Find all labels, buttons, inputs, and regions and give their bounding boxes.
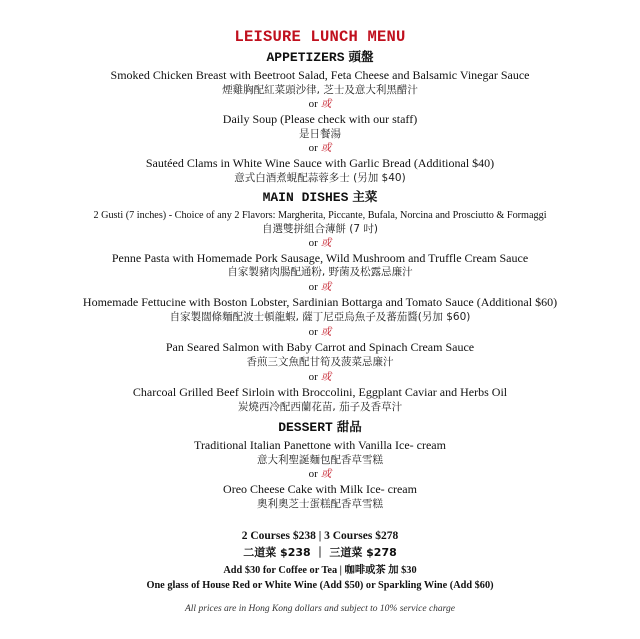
- main-5-cn: 炭燒西冷配西蘭花苗, 茄子及香草汁: [237, 401, 403, 413]
- or-cn: 或: [320, 281, 332, 293]
- appetizers-heading: [0, 49, 640, 66]
- appetizers-heading-en: APPETIZERS: [266, 50, 345, 65]
- dessert-1-en: Traditional Italian Panettone with Vanilla Ice- cream: [194, 438, 446, 452]
- or-en: or: [308, 326, 318, 338]
- mains-heading-cn: 主菜: [352, 189, 378, 204]
- or-separator: [0, 280, 640, 294]
- appetizer-2-en: Daily Soup (Please check with our staff): [222, 112, 418, 126]
- course-prices-cn: 二道菜 $238 ｜ 三道菜 $278: [243, 546, 397, 559]
- main-3-en: Homemade Fettucine with Boston Lobster, Sardinian Bottarga and Tomato Sauce (Additional $60): [82, 295, 558, 309]
- or-en: or: [308, 468, 318, 480]
- coffee-tea-addon: Add $30 for Coffee or Tea | 咖啡或茶 加 $30: [223, 565, 417, 576]
- or-separator: [0, 467, 640, 481]
- or-en: or: [308, 371, 318, 383]
- or-separator: [0, 370, 640, 384]
- dessert-heading-en: DESSERT: [278, 420, 333, 435]
- or-cn: 或: [320, 468, 332, 480]
- course-prices-en: 2 Courses $238 | 3 Courses $278: [241, 530, 399, 542]
- main-2-cn: 自家製豬肉腸配通粉, 野菌及松露忌廉汁: [227, 266, 413, 278]
- service-charge-note: All prices are in Hong Kong dollars and subject to 10% service charge: [184, 604, 455, 614]
- or-en: or: [308, 237, 318, 249]
- or-separator: [0, 97, 640, 111]
- or-cn: 或: [320, 237, 332, 249]
- or-cn: 或: [320, 371, 332, 383]
- dessert-2-en: Oreo Cheese Cake with Milk Ice- cream: [223, 482, 417, 496]
- or-en: or: [308, 98, 318, 110]
- dessert-1-cn: 意大利聖誕麵包配香草雪糕: [257, 454, 383, 466]
- main-3-cn: 自家製闊條麵配波士頓龍蝦, 薩丁尼亞烏魚子及蕃茄醬(另加 $60): [169, 311, 471, 323]
- appetizers-heading-cn: 頭盤: [348, 49, 374, 64]
- main-2-en: Penne Pasta with Homemade Pork Sausage, Wild Mushroom and Truffle Cream Sauce: [111, 251, 529, 265]
- appetizer-3-cn: 意式白酒煮蜆配蒜蓉多士 (另加 $40): [234, 172, 406, 184]
- or-en: or: [308, 281, 318, 293]
- or-separator: [0, 236, 640, 250]
- or-en: or: [308, 142, 318, 154]
- appetizer-3-en: Sautéed Clams in White Wine Sauce with Garlic Bread (Additional $40): [145, 156, 495, 170]
- dessert-heading: [0, 419, 640, 436]
- or-cn: 或: [320, 142, 332, 154]
- mains-heading-en: MAIN DISHES: [262, 190, 349, 205]
- or-separator: [0, 141, 640, 155]
- main-1-en: 2 Gusti (7 inches) - Choice of any 2 Flavors: Margherita, Piccante, Bufala, Norcina and Prosciutto & Formaggi: [93, 210, 547, 221]
- dessert-2-cn: 奧利奧芝士蛋糕配香草雪糕: [257, 498, 383, 510]
- appetizer-2-cn: 是日餐湯: [299, 128, 341, 140]
- or-cn: 或: [320, 326, 332, 338]
- main-5-en: Charcoal Grilled Beef Sirloin with Broccolini, Eggplant Caviar and Herbs Oil: [132, 385, 508, 399]
- appetizer-1-en: Smoked Chicken Breast with Beetroot Salad, Feta Cheese and Balsamic Vinegar Sauce: [110, 68, 530, 82]
- appetizer-1-cn: 煙雞胸配紅菜頭沙律, 芝士及意大利黑醋汁: [222, 84, 418, 96]
- main-4-en: Pan Seared Salmon with Baby Carrot and Spinach Cream Sauce: [165, 340, 475, 354]
- or-cn: 或: [320, 98, 332, 110]
- main-1-cn: 自選雙拼組合薄餅 (7 吋): [261, 223, 379, 235]
- dessert-heading-cn: 甜品: [336, 419, 362, 434]
- menu-title: LEISURE LUNCH MENU: [234, 28, 406, 46]
- mains-heading: [0, 189, 640, 206]
- or-separator: [0, 325, 640, 339]
- main-4-cn: 香煎三文魚配甘筍及菠菜忌廉汁: [246, 356, 394, 368]
- wine-addon: One glass of House Red or White Wine (Add $50) or Sparkling Wine (Add $60): [146, 580, 494, 591]
